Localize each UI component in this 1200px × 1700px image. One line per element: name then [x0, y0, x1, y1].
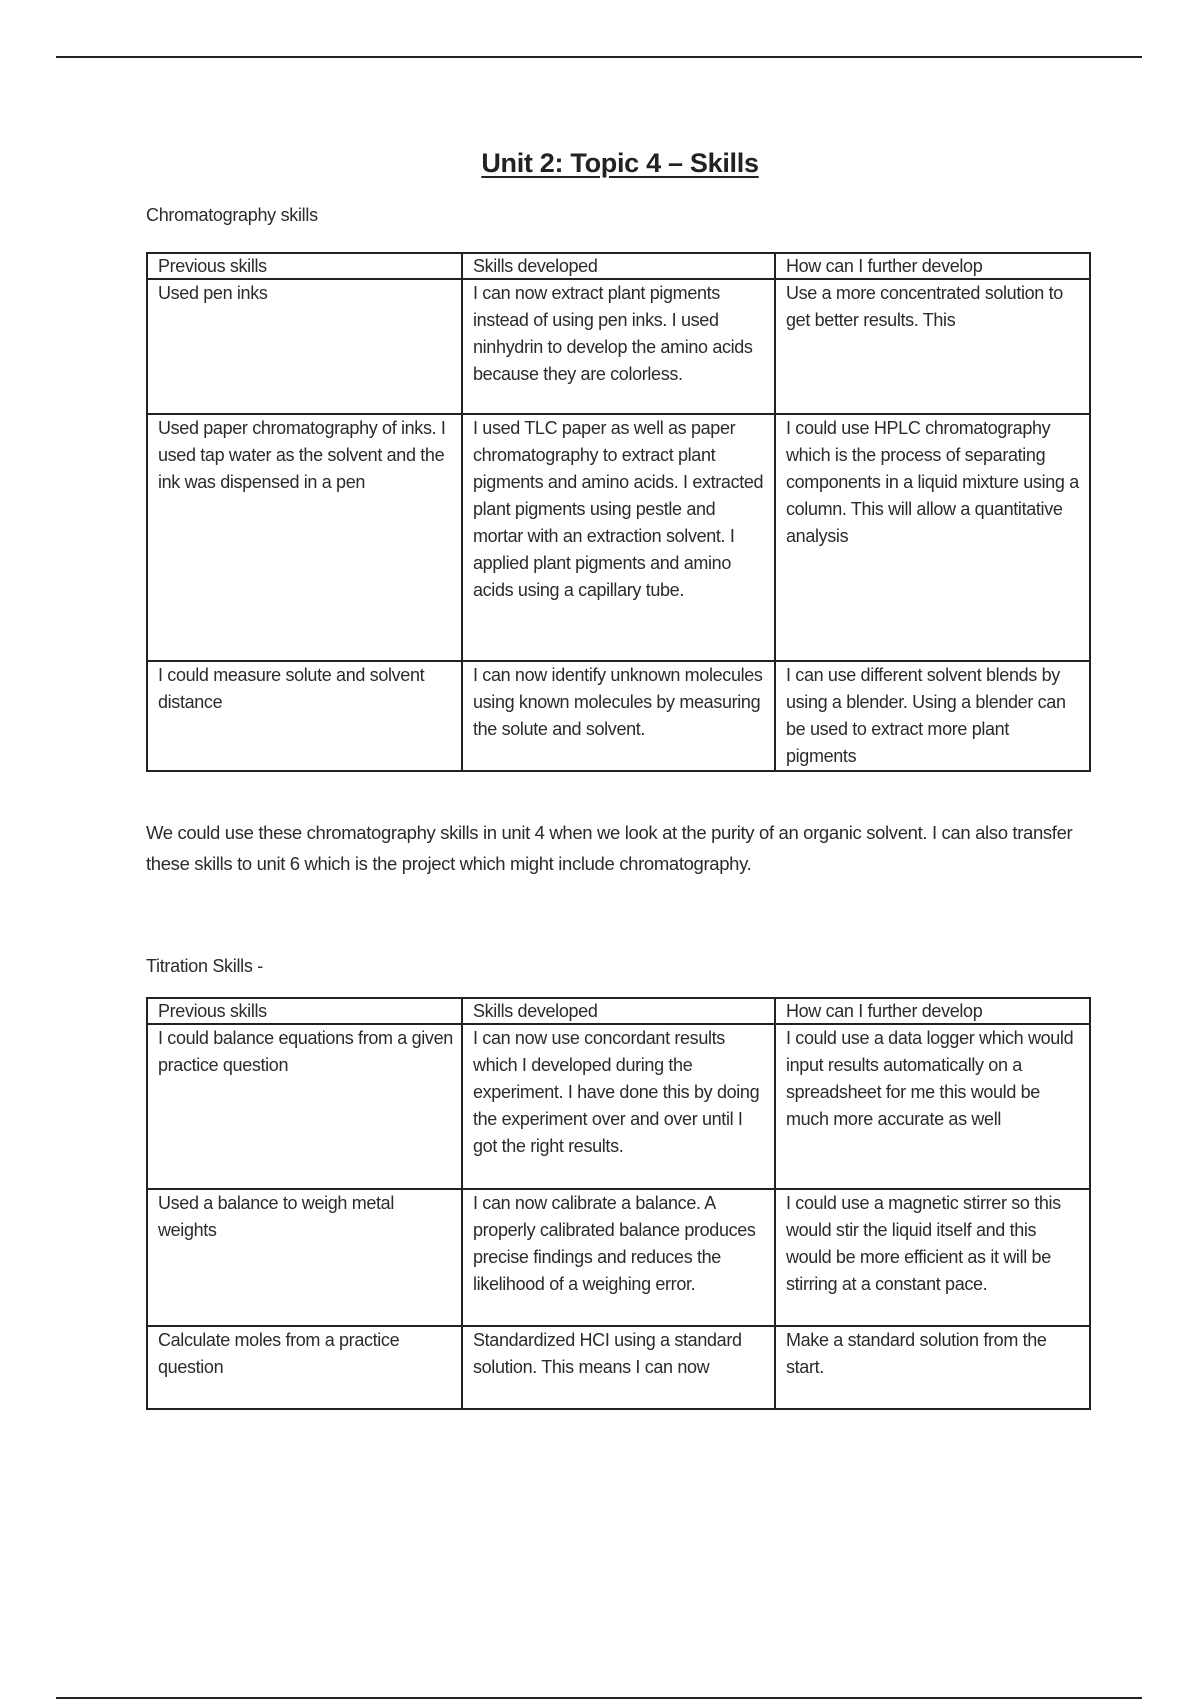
column-header-further-develop: How can I further develop — [775, 253, 1090, 279]
table-row — [147, 414, 1090, 661]
cell-further-develop: I could use HPLC chromatography which is the process of separating components in a liquid mixture using a column. This will allow a quantitative analysis — [775, 414, 1090, 661]
table-row — [147, 1189, 1090, 1326]
table-header-row — [147, 253, 1090, 279]
cell-skill-developed: I can now extract plant pigments instead of using pen inks. I used ninhydrin to develop the amino acids because they are colorless. — [462, 279, 775, 414]
cell-further-develop: Make a standard solution from the start. — [775, 1326, 1090, 1409]
page-title: Unit 2: Topic 4 – Skills — [481, 148, 759, 178]
chromatography-skills-table — [146, 252, 1091, 772]
column-header-skills-developed: Skills developed — [462, 998, 775, 1024]
cell-previous-skill: Used pen inks — [147, 279, 462, 414]
header-rule — [56, 56, 1142, 58]
cell-skill-developed: I used TLC paper as well as paper chromatography to extract plant pigments and amino acids. I extracted plant pigments using pestle and mortar with an extraction solvent. I applied plant pigments and amino acids using a capillary tube. — [462, 414, 775, 661]
cell-previous-skill: Used a balance to weigh metal weights — [147, 1189, 462, 1326]
cell-previous-skill: I could measure solute and solvent distance — [147, 661, 462, 771]
section-label-chromatography: Chromatography skills — [146, 205, 318, 225]
cell-previous-skill: I could balance equations from a given practice question — [147, 1024, 462, 1189]
table-row — [147, 279, 1090, 414]
column-header-skills-developed: Skills developed — [462, 253, 775, 279]
cell-previous-skill: Calculate moles from a practice question — [147, 1326, 462, 1409]
column-header-previous-skills: Previous skills — [147, 998, 462, 1024]
table-row — [147, 661, 1090, 771]
titration-skills-table — [146, 997, 1091, 1410]
cell-further-develop: I could use a data logger which would input results automatically on a spreadsheet for me this would be much more accurate as well — [775, 1024, 1090, 1189]
column-header-previous-skills: Previous skills — [147, 253, 462, 279]
cell-further-develop: Use a more concentrated solution to get better results. This — [775, 279, 1090, 414]
cell-skill-developed: I can now calibrate a balance. A properly calibrated balance produces precise findings and reduces the likelihood of a weighing error. — [462, 1189, 775, 1326]
cell-skill-developed: Standardized HCI using a standard solution. This means I can now — [462, 1326, 775, 1409]
table-row — [147, 1326, 1090, 1409]
table-row — [147, 1024, 1090, 1189]
column-header-further-develop: How can I further develop — [775, 998, 1090, 1024]
chromatography-summary-paragraph: We could use these chromatography skills in unit 4 when we look at the purity of an organic solvent. I can also transfer these skills to unit 6 which is the project which might include chromatography. — [146, 822, 1073, 874]
cell-further-develop: I could use a magnetic stirrer so this would stir the liquid itself and this would be more efficient as it will be stirring at a constant pace. — [775, 1189, 1090, 1326]
cell-skill-developed: I can now use concordant results which I developed during the experiment. I have done this by doing the experiment over and over until I got the right results. — [462, 1024, 775, 1189]
cell-further-develop: I can use different solvent blends by using a blender. Using a blender can be used to extract more plant pigments — [775, 661, 1090, 771]
table-header-row — [147, 998, 1090, 1024]
footer-rule — [56, 1697, 1142, 1699]
section-label-titration: Titration Skills - — [146, 956, 263, 976]
cell-skill-developed: I can now identify unknown molecules using known molecules by measuring the solute and solvent. — [462, 661, 775, 771]
cell-previous-skill: Used paper chromatography of inks. I used tap water as the solvent and the ink was dispensed in a pen — [147, 414, 462, 661]
